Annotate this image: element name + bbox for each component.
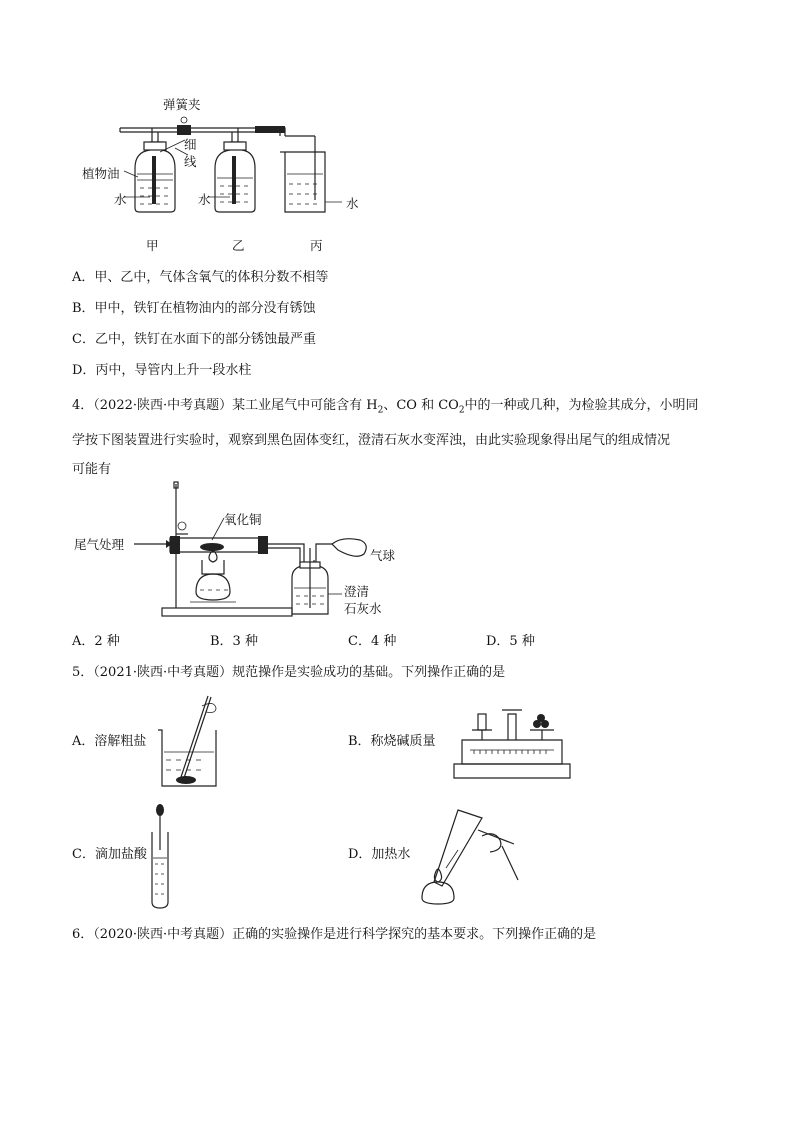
q4-stem (72, 394, 732, 481)
q4-option-b: B．3 种 (210, 634, 258, 649)
q3-option-d: D．丙中，导管内上升一段水柱 (72, 363, 252, 378)
q6-stem: 6．（2020·陕西·中考真题）正确的实验操作是进行科学探究的基本要求。下列操作正确的是 (72, 927, 597, 942)
q3-label-clip: 弹簧夹 (163, 97, 201, 112)
q4-stem-line-3: 可能有 (72, 461, 112, 477)
q4-label-balloon: 气球 (370, 548, 396, 563)
q4-stem-part-c: 中的一种或几种，为检验其成分，小明同 (464, 398, 699, 413)
q4-stem-part-b: 、CO 和 CO (383, 398, 459, 413)
q3-label-water-jia: 水 (114, 192, 127, 207)
q5-figure-b-balance (452, 700, 572, 782)
q4-apparatus-figure (74, 482, 394, 622)
q4-stem-line-1 (72, 394, 732, 423)
q5-figure-a-beaker (154, 692, 224, 792)
q5-option-b: B．称烧碱质量 (348, 734, 436, 749)
q3-label-water-yi: 水 (198, 192, 211, 207)
q5-option-c: C．滴加盐酸 (72, 847, 147, 862)
q3-label-jia: 甲 (146, 238, 159, 253)
q3-label-yi: 乙 (232, 238, 245, 253)
q3-option-c: C．乙中，铁钉在水面下的部分锈蚀最严重 (72, 332, 316, 347)
q3-option-a: A．甲、乙中，气体含氧气的体积分数不相等 (72, 270, 329, 285)
q5-option-d: D．加热水 (348, 847, 411, 862)
q4-stem-sub-1: 2 (377, 405, 384, 416)
q5-figure-d-heating (418, 804, 528, 908)
q4-option-c: C．4 种 (348, 634, 397, 649)
q3-apparatus-drawing (80, 90, 380, 260)
q5-option-a: A．溶解粗盐 (72, 734, 147, 749)
q5-figure-c-dropper (146, 802, 176, 910)
q3-label-oil: 植物油 (82, 166, 120, 181)
q4-option-a: A．2 种 (72, 634, 120, 649)
q4-label-gas-in: 尾气处理 (74, 537, 125, 552)
q4-stem-line-2: 学按下图装置进行实验时，观察到黑色固体变红，澄清石灰水变浑浊，由此实验现象得出尾气的组成情况 (72, 432, 671, 448)
q4-label-limewater-1: 澄清 (344, 584, 370, 599)
q3-label-water-bing: 水 (346, 196, 359, 211)
q4-stem-part-a: 4．（2022·陕西·中考真题）某工业尾气中可能含有 H (72, 398, 378, 413)
q4-option-d: D．5 种 (486, 634, 535, 649)
q4-label-cuo: 氧化铜 (224, 512, 262, 527)
q3-option-b: B．甲中，铁钉在植物油内的部分没有锈蚀 (72, 301, 316, 316)
q5-stem: 5．（2021·陕西·中考真题）规范操作是实验成功的基础。下列操作正确的是 (72, 665, 506, 680)
q3-apparatus-figure (80, 90, 380, 260)
q3-label-thread-1: 细 (184, 137, 197, 152)
q4-stem-sub-2: 2 (458, 405, 465, 416)
q3-label-bing: 丙 (310, 238, 323, 253)
q3-label-thread-2: 线 (184, 154, 197, 169)
q4-label-limewater-2: 石灰水 (344, 601, 382, 616)
